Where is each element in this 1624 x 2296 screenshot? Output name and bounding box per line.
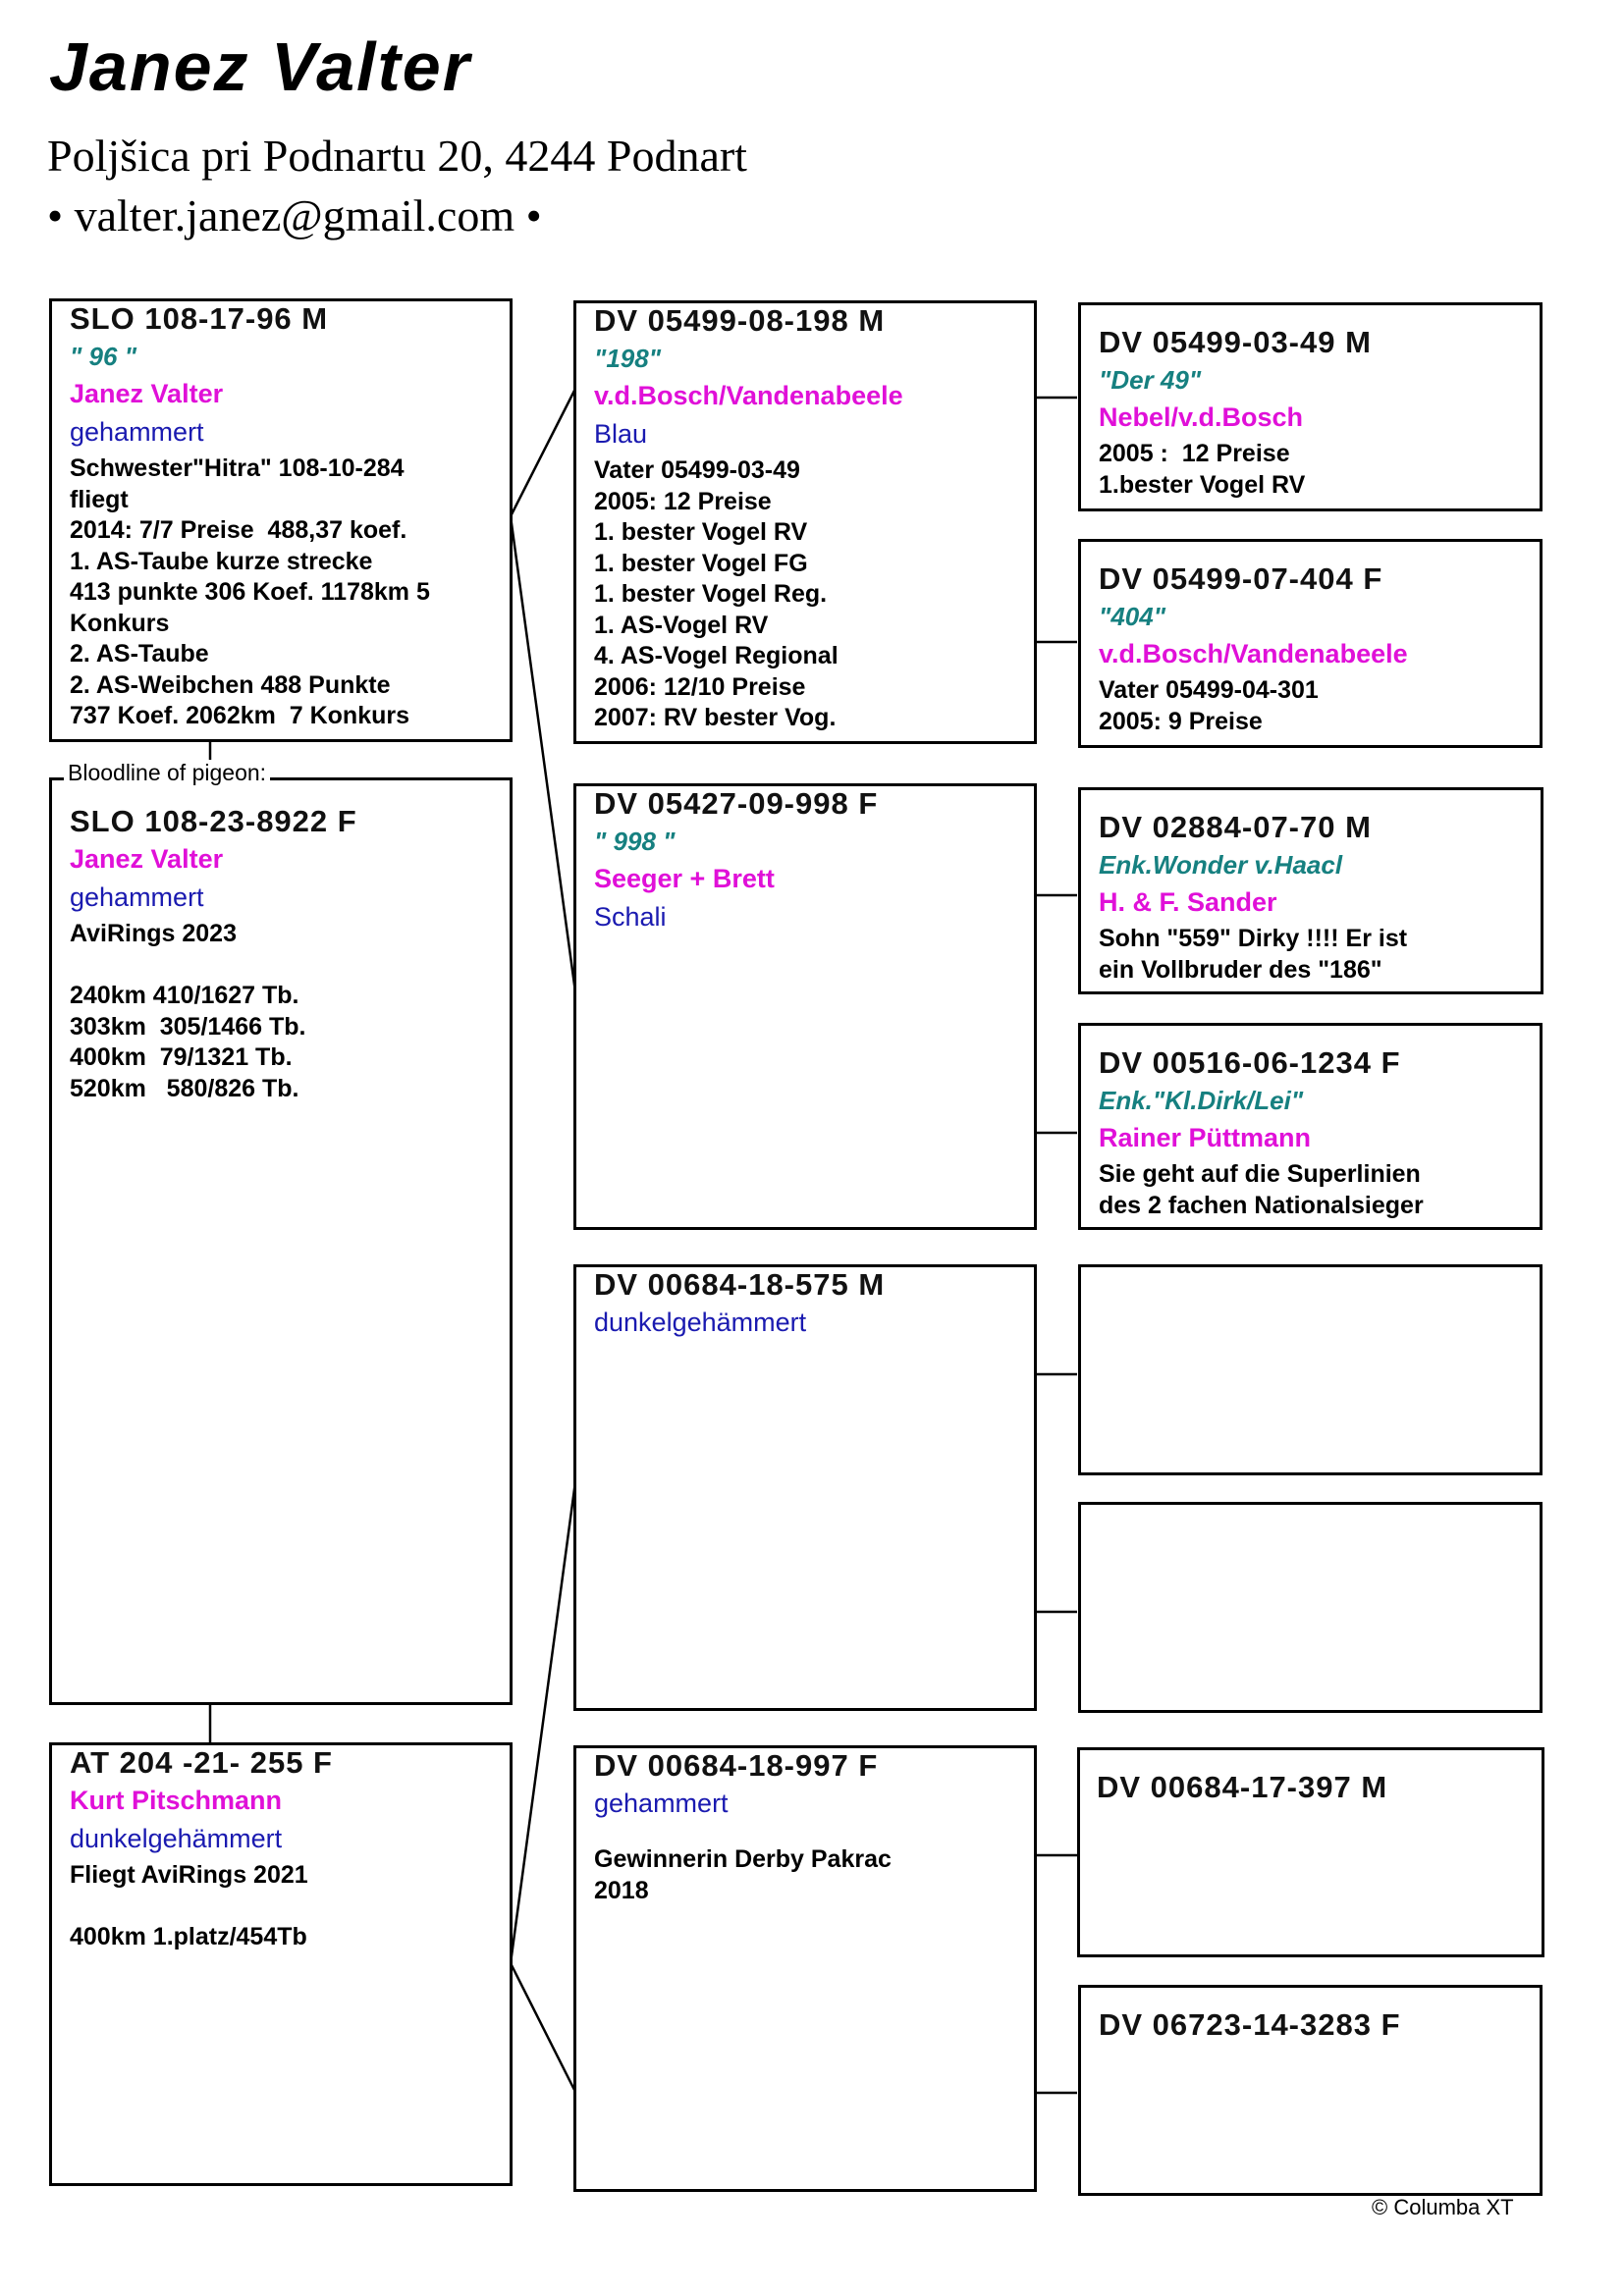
- ring-number: SLO 108-23-8922 F: [70, 804, 357, 838]
- pigeon-nickname: Enk."Kl.Dirk/Lei": [1099, 1086, 1304, 1115]
- pigeon-color: Blau: [594, 419, 648, 449]
- ring-number: SLO 108-17-96 M: [70, 301, 329, 336]
- pigeon-card-main: [49, 298, 513, 742]
- copyright-text: © Columba XT: [1372, 2195, 1514, 2219]
- pigeon-owner: Nebel/v.d.Bosch: [1099, 402, 1304, 432]
- pigeon-card-sire-dam: [573, 783, 1037, 1230]
- pigeon-owner: v.d.Bosch/Vandenabeele: [594, 381, 903, 410]
- pigeon-notes: Fliegt AviRings 2021 400km 1.platz/454Tb: [70, 1861, 308, 1950]
- pigeon-card-sibling: [49, 777, 513, 1705]
- pigeon-card-gg4: [1078, 1023, 1543, 1230]
- pigeon-card-gg2: [1078, 539, 1543, 748]
- pigeon-notes: Sohn "559" Dirky !!!! Er ist ein Vollbruder des "186": [1099, 925, 1408, 984]
- pigeon-owner: Seeger + Brett: [594, 864, 775, 893]
- pigeon-nickname: Enk.Wonder v.Haacl: [1099, 850, 1343, 880]
- pigeon-card-gg8: [1078, 1985, 1543, 2196]
- breeder-email: • valter.janez@gmail.com •: [47, 190, 542, 240]
- pigeon-owner: Janez Valter: [70, 844, 224, 874]
- pigeon-card-dam-sire: [573, 1264, 1037, 1711]
- pigeon-notes: Vater 05499-04-301 2005: 9 Preise: [1099, 676, 1319, 735]
- breeder-address: Poljšica pri Podnartu 20, 4244 Podnart: [47, 131, 747, 181]
- ring-number: AT 204 -21- 255 F: [70, 1745, 333, 1780]
- pigeon-nickname: "198": [594, 344, 662, 373]
- ring-number: DV 00684-18-575 M: [594, 1267, 886, 1302]
- pigeon-color: gehammert: [594, 1789, 729, 1818]
- pigeon-nickname: "Der 49": [1099, 365, 1202, 395]
- ring-number: DV 00516-06-1234 F: [1099, 1045, 1401, 1080]
- pigeon-notes: Gewinnerin Derby Pakrac 2018: [594, 1845, 892, 1904]
- pigeon-owner: Kurt Pitschmann: [70, 1786, 283, 1815]
- pigeon-card-dam-dam: [573, 1745, 1037, 2192]
- pigeon-owner: H. & F. Sander: [1099, 887, 1277, 917]
- pigeon-owner: v.d.Bosch/Vandenabeele: [1099, 639, 1408, 668]
- pigeon-nickname: "404": [1099, 602, 1166, 631]
- pigeon-notes: AviRings 2023 240km 410/1627 Tb. 303km 305/1466 Tb. 400km 79/1321 Tb. 520km 580/826 Tb.: [70, 920, 306, 1102]
- pigeon-owner: Rainer Püttmann: [1099, 1123, 1312, 1152]
- pigeon-notes: Schwester"Hitra" 108-10-284 fliegt 2014: 7/7 Preise 488,37 koef. 1. AS-Taube kurze strecke 413 punkte 306 Koef. 1178km 5 Konkurs 2. AS-Taube 2. AS-Weibchen 488 Punkte 737 Koef. 2062km 7 Konkurs: [70, 454, 430, 729]
- pigeon-card-gg3: [1078, 787, 1543, 994]
- pigeon-color: Schali: [594, 902, 667, 932]
- pigeon-card-gg6-empty: [1078, 1502, 1543, 1713]
- ring-number: DV 05427-09-998 F: [594, 786, 879, 821]
- ring-number: DV 05499-07-404 F: [1099, 561, 1383, 596]
- pigeon-owner: Janez Valter: [70, 379, 224, 408]
- pigeon-card-gg7: [1077, 1747, 1544, 1957]
- bloodline-legend: Bloodline of pigeon:: [64, 760, 270, 786]
- pigeon-color: dunkelgehämmert: [594, 1308, 807, 1337]
- ring-number: DV 00684-18-997 F: [594, 1748, 879, 1783]
- pigeon-card-gg1: [1078, 302, 1543, 511]
- pigeon-notes: 2005 : 12 Preise 1.bester Vogel RV: [1099, 440, 1306, 499]
- ring-number: DV 05499-03-49 M: [1099, 325, 1372, 359]
- pigeon-notes: Sie geht auf die Superlinien des 2 fachen Nationalsieger: [1099, 1160, 1424, 1219]
- pigeon-color: dunkelgehämmert: [70, 1824, 283, 1853]
- pigeon-nickname: " 96 ": [70, 342, 137, 371]
- ring-number: DV 02884-07-70 M: [1099, 810, 1372, 844]
- pigeon-color: gehammert: [70, 882, 204, 912]
- pigeon-card-sire: [573, 300, 1037, 744]
- ring-number: DV 06723-14-3283 F: [1099, 2007, 1401, 2042]
- pigeon-card-dam: [49, 1742, 513, 2186]
- ring-number: DV 00684-17-397 M: [1097, 1770, 1388, 1804]
- pigeon-card-gg5-empty: [1078, 1264, 1543, 1475]
- pigeon-color: gehammert: [70, 417, 204, 447]
- ring-number: DV 05499-08-198 M: [594, 303, 886, 338]
- pigeon-nickname: " 998 ": [594, 827, 676, 856]
- breeder-name: Janez Valter: [49, 28, 471, 105]
- pigeon-notes: Vater 05499-03-49 2005: 12 Preise 1. bester Vogel RV 1. bester Vogel FG 1. bester Vogel Reg. 1. AS-Vogel RV 4. AS-Vogel Regional 2006: 12/10 Preise 2007: RV bester Vog.: [594, 456, 839, 731]
